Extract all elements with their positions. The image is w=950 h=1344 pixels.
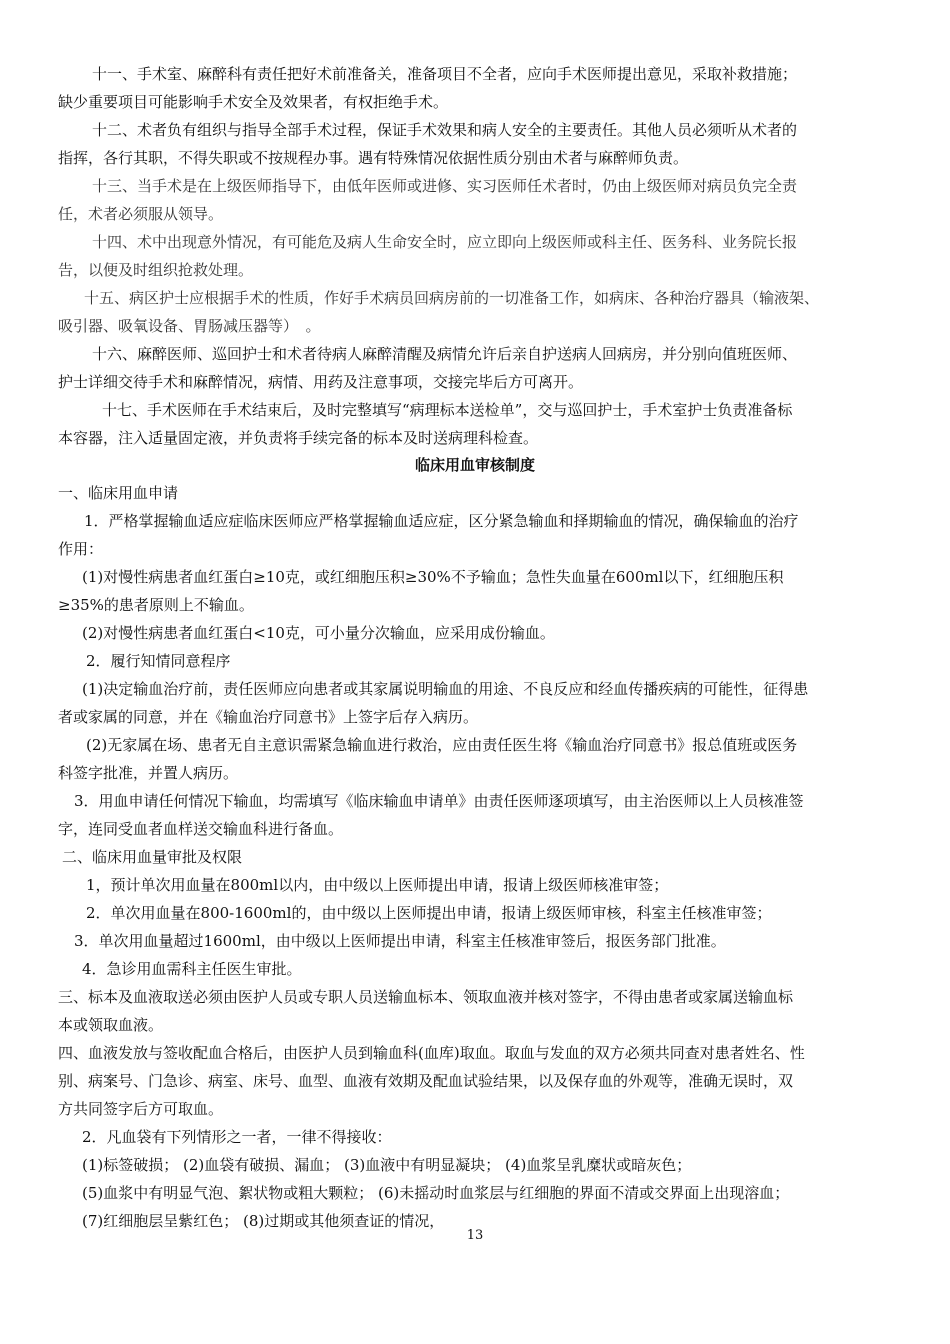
section-title: 临床用血审核制度 <box>414 456 535 474</box>
paragraph-11-line1: 十一、手术室、麻醉科有责任把好术前准备关，准备项目不全者，应向手术医师提出意见，采取补救措施； <box>92 65 798 83</box>
s2-item1: 1，预计单次用血量在800ml以内，由中级以上医师提出申请，报请上级医师核准审签； <box>86 876 669 894</box>
paragraph-11-line2: 缺少重要项目可能影响手术安全及效果者，有权拒绝手术。 <box>58 93 449 111</box>
s1-item2: 2．履行知情同意程序 <box>86 652 231 670</box>
paragraph-14-line1: 十四、术中出现意外情况，有可能危及病人生命安全时，应立即向上级医师或科主任、医务科、业务院长报 <box>92 233 798 251</box>
s1-item1-sub2: (2)对慢性病患者血红蛋白<10克，可小量分次输血，应采用成份输血。 <box>82 624 555 642</box>
s4-item2-list3: (7)红细胞层呈紫红色； (8)过期或其他须查证的情况， <box>82 1212 445 1230</box>
heading-s2: 二、临床用血量审批及权限 <box>62 848 243 866</box>
s1-item3-line1: 3．用血申请任何情况下输血，均需填写《临床输血申请单》由责任医师逐项填写，由主治医师以上人员核准签 <box>74 792 804 810</box>
s2-item3: 3．单次用血量超过1600ml，由中级以上医师提出申请，科室主任核准审签后，报医务部门批准。 <box>74 932 726 950</box>
s4-item2-list2: (5)血浆中有明显气泡、絮状物或粗大颗粒； (6)未摇动时血浆层与红细胞的界面不清或交界面上出现溶血； <box>82 1184 790 1202</box>
s3-line1: 三、标本及血液取送必须由医护人员或专职人员送输血标本、领取血液并核对签字，不得由患者或家属送输血标 <box>58 988 794 1006</box>
paragraph-12-line1: 十二、术者负有组织与指导全部手术过程，保证手术效果和病人安全的主要责任。其他人员必须听从术者的 <box>92 121 798 139</box>
paragraph-14-line2: 告，以便及时组织抢救处理。 <box>58 261 254 279</box>
s4-item2: 2．凡血袋有下列情形之一者，一律不得接收： <box>82 1128 392 1146</box>
s1-item3-line2: 字，连同受血者血样送交输血科进行备血。 <box>58 820 344 838</box>
paragraph-17-line2: 本容器，注入适量固定液，并负责将手续完备的标本及时送病理科检查。 <box>58 429 539 447</box>
heading-s1: 一、临床用血申请 <box>58 484 179 502</box>
s3-line2: 本或领取血液。 <box>58 1016 164 1034</box>
s2-item2: 2．单次用血量在800-1600ml的，由中级以上医师提出申请，报请上级医师审核，科室主任核准审签； <box>86 904 772 922</box>
paragraph-13-line1: 十三、当手术是在上级医师指导下，由低年医师或进修、实习医师任术者时，仍由上级医师对病员负完全责 <box>92 177 798 195</box>
s1-item1-line2: 作用： <box>58 540 104 558</box>
s4-line2: 别、病案号、门急诊、病室、床号、血型、血液有效期及配血试验结果，以及保存血的外观等，准确无误时，双 <box>58 1072 794 1090</box>
s4-line3: 方共同签字后方可取血。 <box>58 1100 224 1118</box>
paragraph-16-line2: 护士详细交待手术和麻醉情况，病情、用药及注意事项，交接完毕后方可离开。 <box>58 373 584 391</box>
page-number: 13 <box>466 1228 484 1243</box>
s1-item1-line1: 1．严格掌握输血适应症临床医师应严格掌握输血适应症，区分紧急输血和择期输血的情况，确保输血的治疗 <box>84 512 799 530</box>
paragraph-13-line2: 任，术者必须服从领导。 <box>58 205 224 223</box>
paragraph-12-line2: 指挥，各行其职，不得失职或不按规程办事。遇有特殊情况依据性质分别由术者与麻醉师负责。 <box>58 149 689 167</box>
s4-line1: 四、血液发放与签收配血合格后，由医护人员到输血科(血库)取血。取血与发血的双方必须共同查对患者姓名、性 <box>58 1044 805 1062</box>
s1-item2-sub1-line2: 者或家属的同意，并在《输血治疗同意书》上签字后存入病历。 <box>58 708 479 726</box>
paragraph-15-line2: 吸引器、吸氧设备、胃肠减压器等） 。 <box>58 317 321 335</box>
s2-item4: 4．急诊用血需科主任医生审批。 <box>82 960 302 978</box>
paragraph-16-line1: 十六、麻醉医师、巡回护士和术者待病人麻醉清醒及病情允许后亲自护送病人回病房，并分别向值班医师、 <box>92 345 798 363</box>
s1-item1-sub1-line1: (1)对慢性病患者血红蛋白≥10克，或红细胞压积≥30%不予输血；急性失血量在600ml以下，红细胞压积 <box>82 568 784 586</box>
paragraph-15-line1: 十五、病区护士应根据手术的性质，作好手术病员回病房前的一切准备工作，如病床、各种治疗器具（输液架、 <box>84 289 820 307</box>
s1-item1-sub1-line2: ≥35%的患者原则上不输血。 <box>58 596 254 614</box>
s4-item2-list1: (1)标签破损； (2)血袋有破损、漏血； (3)血液中有明显凝块； (4)血浆呈乳糜状或暗灰色； <box>82 1156 692 1174</box>
s1-item2-sub2-line1: (2)无家属在场、患者无自主意识需紧急输血进行救治，应由责任医生将《输血治疗同意书》报总值班或医务 <box>86 736 798 754</box>
paragraph-17-line1: 十七、手术医师在手术结束后，及时完整填写“病理标本送检单”，交与巡回护士，手术室护士负责准备标 <box>102 401 793 419</box>
s1-item2-sub2-line2: 科签字批准，并置人病历。 <box>58 764 239 782</box>
s1-item2-sub1-line1: (1)决定输血治疗前，责任医师应向患者或其家属说明输血的用途、不良反应和经血传播疾病的可能性，征得患 <box>82 680 809 698</box>
